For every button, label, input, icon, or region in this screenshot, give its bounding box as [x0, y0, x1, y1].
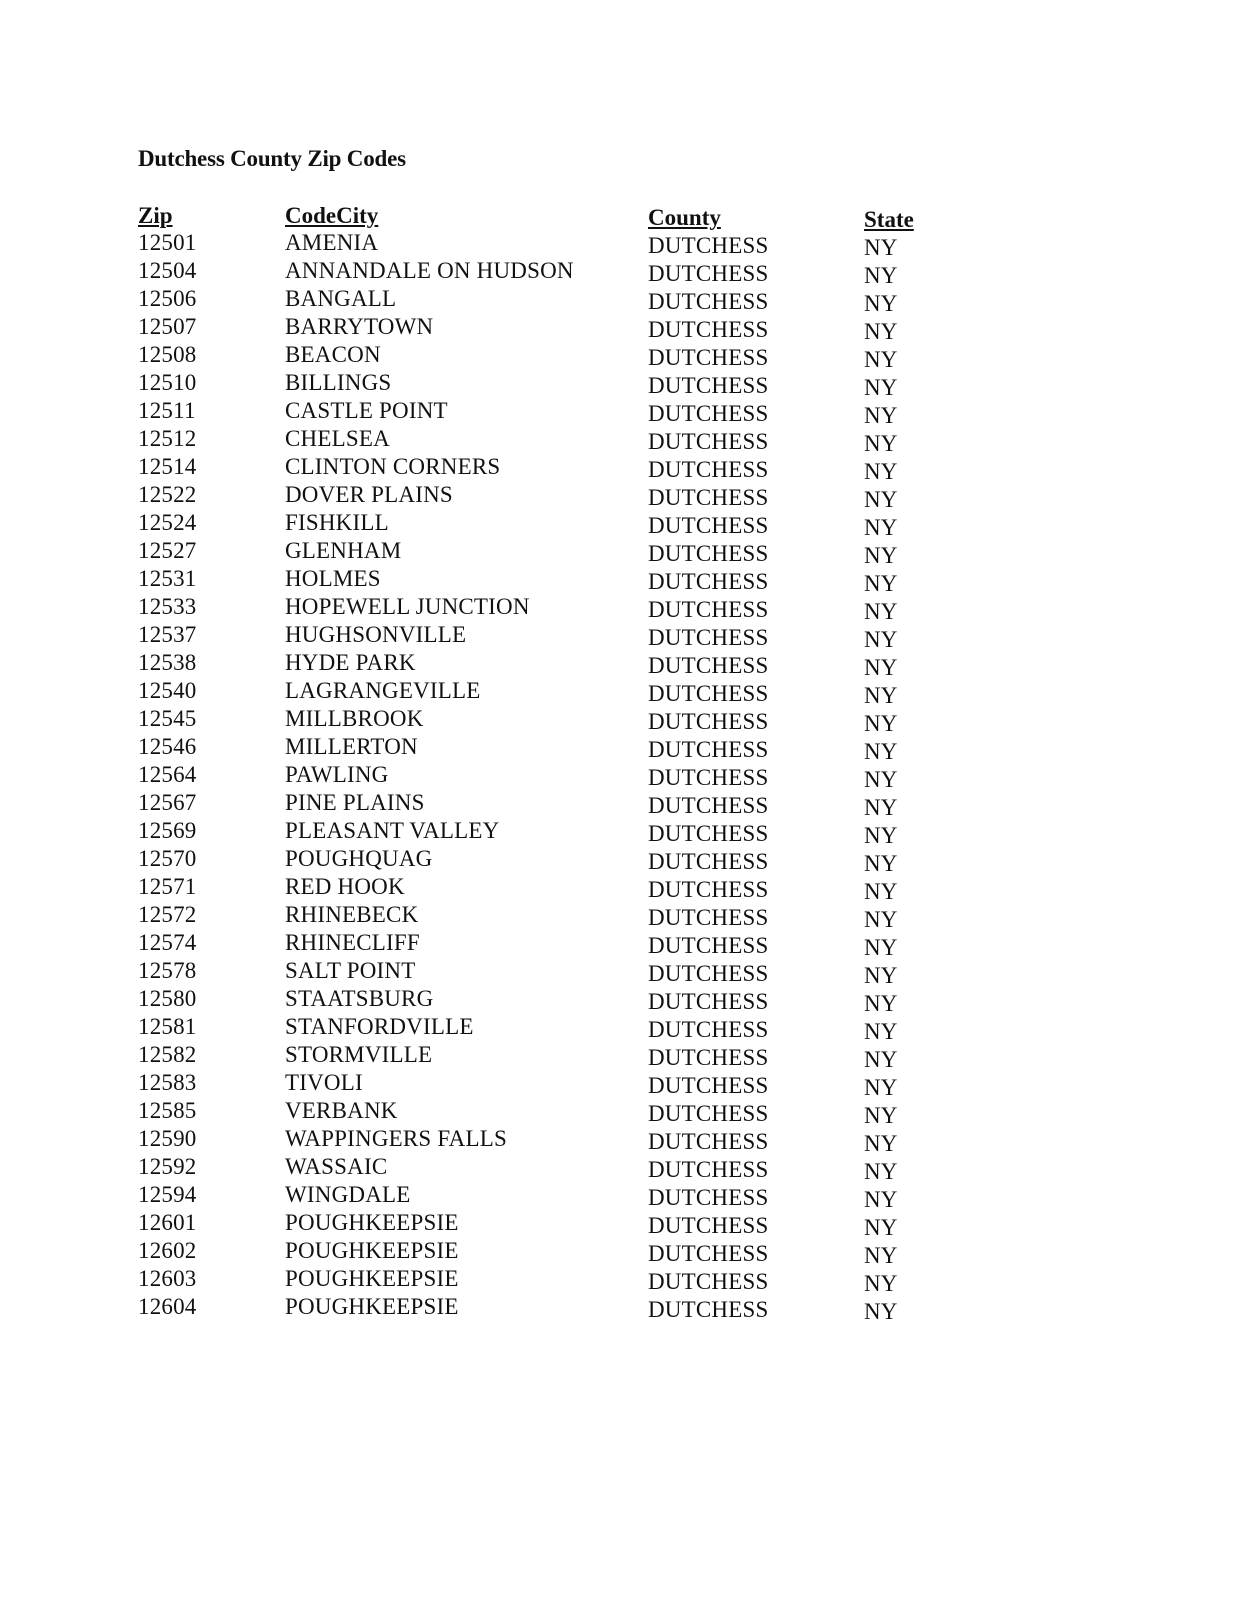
state-cell: NY: [864, 991, 898, 1016]
table-row: [0, 538, 1236, 566]
city-cell: TIVOLI: [285, 1070, 363, 1095]
table-row: [0, 986, 1236, 1014]
state-cell: NY: [864, 963, 898, 988]
city-cell: HOPEWELL JUNCTION: [285, 594, 530, 619]
city-cell: PINE PLAINS: [285, 790, 425, 815]
table-row: [0, 482, 1236, 510]
city-cell: FISHKILL: [285, 510, 389, 535]
table-row: [0, 370, 1236, 398]
zip-code-table: [0, 230, 1236, 1322]
county-cell: DUTCHESS: [648, 709, 769, 734]
city-cell: POUGHQUAG: [285, 846, 433, 871]
state-cell: NY: [864, 795, 898, 820]
table-row: [0, 790, 1236, 818]
city-cell: RHINECLIFF: [285, 930, 420, 955]
state-cell: NY: [864, 1215, 898, 1240]
city-cell: ANNANDALE ON HUDSON: [285, 258, 574, 283]
county-cell: DUTCHESS: [648, 1045, 769, 1070]
city-cell: LAGRANGEVILLE: [285, 678, 481, 703]
state-cell: NY: [864, 739, 898, 764]
table-row: [0, 874, 1236, 902]
state-cell: NY: [864, 1019, 898, 1044]
county-cell: DUTCHESS: [648, 429, 769, 454]
county-cell: DUTCHESS: [648, 233, 769, 258]
city-cell: CHELSEA: [285, 426, 390, 451]
zip-cell: 12507: [138, 314, 197, 339]
state-cell: NY: [864, 907, 898, 932]
county-cell: DUTCHESS: [648, 1241, 769, 1266]
table-row: [0, 678, 1236, 706]
zip-cell: 12522: [138, 482, 197, 507]
city-cell: MILLBROOK: [285, 706, 424, 731]
zip-cell: 12531: [138, 566, 197, 591]
city-cell: WINGDALE: [285, 1182, 411, 1207]
county-cell: DUTCHESS: [648, 905, 769, 930]
table-row: [0, 566, 1236, 594]
state-cell: NY: [864, 599, 898, 624]
table-row: [0, 1210, 1236, 1238]
city-cell: DOVER PLAINS: [285, 482, 453, 507]
county-cell: DUTCHESS: [648, 821, 769, 846]
table-row: [0, 1266, 1236, 1294]
table-row: [0, 1042, 1236, 1070]
zip-cell: 12603: [138, 1266, 197, 1291]
city-cell: BEACON: [285, 342, 381, 367]
county-cell: DUTCHESS: [648, 1101, 769, 1126]
city-cell: SALT POINT: [285, 958, 416, 983]
county-cell: DUTCHESS: [648, 1017, 769, 1042]
city-cell: AMENIA: [285, 230, 379, 255]
zip-cell: 12510: [138, 370, 197, 395]
county-cell: DUTCHESS: [648, 261, 769, 286]
state-cell: NY: [864, 711, 898, 736]
table-row: [0, 930, 1236, 958]
state-cell: NY: [864, 1131, 898, 1156]
county-cell: DUTCHESS: [648, 373, 769, 398]
state-cell: NY: [864, 1299, 898, 1324]
state-cell: NY: [864, 823, 898, 848]
county-cell: DUTCHESS: [648, 541, 769, 566]
state-cell: NY: [864, 347, 898, 372]
city-cell: RED HOOK: [285, 874, 405, 899]
zip-cell: 12567: [138, 790, 197, 815]
table-row: [0, 454, 1236, 482]
zip-cell: 12511: [138, 398, 196, 423]
table-row: [0, 706, 1236, 734]
zip-cell: 12583: [138, 1070, 197, 1095]
state-cell: NY: [864, 319, 898, 344]
state-cell: NY: [864, 1271, 898, 1296]
state-cell: NY: [864, 851, 898, 876]
state-cell: NY: [864, 627, 898, 652]
state-cell: NY: [864, 767, 898, 792]
state-cell: NY: [864, 487, 898, 512]
table-row: [0, 1154, 1236, 1182]
zip-cell: 12506: [138, 286, 197, 311]
state-cell: NY: [864, 263, 898, 288]
zip-cell: 12602: [138, 1238, 197, 1263]
state-cell: NY: [864, 879, 898, 904]
table-row: [0, 762, 1236, 790]
column-header-city: CodeCity: [285, 203, 379, 228]
table-row: [0, 734, 1236, 762]
city-cell: HUGHSONVILLE: [285, 622, 467, 647]
city-cell: POUGHKEEPSIE: [285, 1294, 459, 1319]
city-cell: HOLMES: [285, 566, 381, 591]
zip-cell: 12504: [138, 258, 197, 283]
county-cell: DUTCHESS: [648, 317, 769, 342]
table-row: [0, 958, 1236, 986]
city-cell: POUGHKEEPSIE: [285, 1210, 459, 1235]
table-row: [0, 398, 1236, 426]
table-row: [0, 1070, 1236, 1098]
zip-cell: 12538: [138, 650, 197, 675]
county-cell: DUTCHESS: [648, 1073, 769, 1098]
zip-cell: 12540: [138, 678, 197, 703]
state-cell: NY: [864, 935, 898, 960]
table-row: [0, 510, 1236, 538]
city-cell: POUGHKEEPSIE: [285, 1266, 459, 1291]
county-cell: DUTCHESS: [648, 961, 769, 986]
table-row: [0, 1098, 1236, 1126]
table-row: [0, 314, 1236, 342]
county-cell: DUTCHESS: [648, 849, 769, 874]
county-cell: DUTCHESS: [648, 737, 769, 762]
zip-cell: 12571: [138, 874, 197, 899]
state-cell: NY: [864, 403, 898, 428]
zip-cell: 12590: [138, 1126, 197, 1151]
column-header-zip: Zip: [138, 203, 173, 228]
state-cell: NY: [864, 655, 898, 680]
county-cell: DUTCHESS: [648, 457, 769, 482]
zip-cell: 12508: [138, 342, 197, 367]
table-row: [0, 342, 1236, 370]
zip-cell: 12569: [138, 818, 197, 843]
zip-cell: 12580: [138, 986, 197, 1011]
zip-cell: 12545: [138, 706, 197, 731]
county-cell: DUTCHESS: [648, 933, 769, 958]
zip-cell: 12512: [138, 426, 197, 451]
city-cell: HYDE PARK: [285, 650, 416, 675]
city-cell: MILLERTON: [285, 734, 418, 759]
city-cell: CLINTON CORNERS: [285, 454, 501, 479]
city-cell: STANFORDVILLE: [285, 1014, 474, 1039]
county-cell: DUTCHESS: [648, 289, 769, 314]
state-cell: NY: [864, 235, 898, 260]
county-cell: DUTCHESS: [648, 653, 769, 678]
table-row: [0, 1126, 1236, 1154]
county-cell: DUTCHESS: [648, 765, 769, 790]
zip-cell: 12572: [138, 902, 197, 927]
city-cell: PAWLING: [285, 762, 389, 787]
city-cell: WASSAIC: [285, 1154, 388, 1179]
state-cell: NY: [864, 1243, 898, 1268]
state-cell: NY: [864, 683, 898, 708]
county-cell: DUTCHESS: [648, 1269, 769, 1294]
county-cell: DUTCHESS: [648, 681, 769, 706]
zip-cell: 12564: [138, 762, 197, 787]
zip-cell: 12546: [138, 734, 197, 759]
county-cell: DUTCHESS: [648, 877, 769, 902]
zip-cell: 12578: [138, 958, 197, 983]
city-cell: STORMVILLE: [285, 1042, 433, 1067]
state-cell: NY: [864, 543, 898, 568]
county-cell: DUTCHESS: [648, 345, 769, 370]
state-cell: NY: [864, 1159, 898, 1184]
state-cell: NY: [864, 459, 898, 484]
table-row: [0, 426, 1236, 454]
county-cell: DUTCHESS: [648, 597, 769, 622]
city-cell: POUGHKEEPSIE: [285, 1238, 459, 1263]
county-cell: DUTCHESS: [648, 989, 769, 1014]
table-row: [0, 1014, 1236, 1042]
county-cell: DUTCHESS: [648, 1213, 769, 1238]
zip-cell: 12582: [138, 1042, 197, 1067]
city-cell: STAATSBURG: [285, 986, 434, 1011]
state-cell: NY: [864, 431, 898, 456]
state-cell: NY: [864, 571, 898, 596]
city-cell: GLENHAM: [285, 538, 402, 563]
city-cell: RHINEBECK: [285, 902, 419, 927]
county-cell: DUTCHESS: [648, 1185, 769, 1210]
city-cell: CASTLE POINT: [285, 398, 448, 423]
table-row: [0, 622, 1236, 650]
zip-cell: 12524: [138, 510, 197, 535]
table-row: [0, 594, 1236, 622]
city-cell: PLEASANT VALLEY: [285, 818, 500, 843]
table-row: [0, 902, 1236, 930]
city-cell: BANGALL: [285, 286, 397, 311]
column-header-state: State: [864, 207, 914, 232]
table-row: [0, 286, 1236, 314]
zip-cell: 12537: [138, 622, 197, 647]
table-row: [0, 1238, 1236, 1266]
zip-cell: 12533: [138, 594, 197, 619]
state-cell: NY: [864, 375, 898, 400]
county-cell: DUTCHESS: [648, 1129, 769, 1154]
column-header-county: County: [648, 205, 721, 230]
state-cell: NY: [864, 1103, 898, 1128]
city-cell: BARRYTOWN: [285, 314, 434, 339]
state-cell: NY: [864, 515, 898, 540]
county-cell: DUTCHESS: [648, 485, 769, 510]
state-cell: NY: [864, 1187, 898, 1212]
zip-cell: 12585: [138, 1098, 197, 1123]
zip-cell: 12592: [138, 1154, 197, 1179]
county-cell: DUTCHESS: [648, 793, 769, 818]
table-row: [0, 818, 1236, 846]
county-cell: DUTCHESS: [648, 401, 769, 426]
zip-cell: 12514: [138, 454, 197, 479]
state-cell: NY: [864, 1047, 898, 1072]
state-cell: NY: [864, 1075, 898, 1100]
county-cell: DUTCHESS: [648, 1157, 769, 1182]
city-cell: VERBANK: [285, 1098, 398, 1123]
zip-cell: 12604: [138, 1294, 197, 1319]
county-cell: DUTCHESS: [648, 1297, 769, 1322]
table-row: [0, 1294, 1236, 1322]
zip-cell: 12594: [138, 1182, 197, 1207]
zip-cell: 12501: [138, 230, 197, 255]
city-cell: WAPPINGERS FALLS: [285, 1126, 507, 1151]
table-row: [0, 1182, 1236, 1210]
table-row: [0, 230, 1236, 258]
city-cell: BILLINGS: [285, 370, 392, 395]
table-row: [0, 650, 1236, 678]
zip-cell: 12601: [138, 1210, 197, 1235]
table-row: [0, 258, 1236, 286]
zip-cell: 12570: [138, 846, 197, 871]
zip-cell: 12574: [138, 930, 197, 955]
county-cell: DUTCHESS: [648, 513, 769, 538]
county-cell: DUTCHESS: [648, 625, 769, 650]
table-row: [0, 846, 1236, 874]
state-cell: NY: [864, 291, 898, 316]
zip-cell: 12581: [138, 1014, 197, 1039]
zip-cell: 12527: [138, 538, 197, 563]
page-title: Dutchess County Zip Codes: [138, 146, 406, 171]
county-cell: DUTCHESS: [648, 569, 769, 594]
